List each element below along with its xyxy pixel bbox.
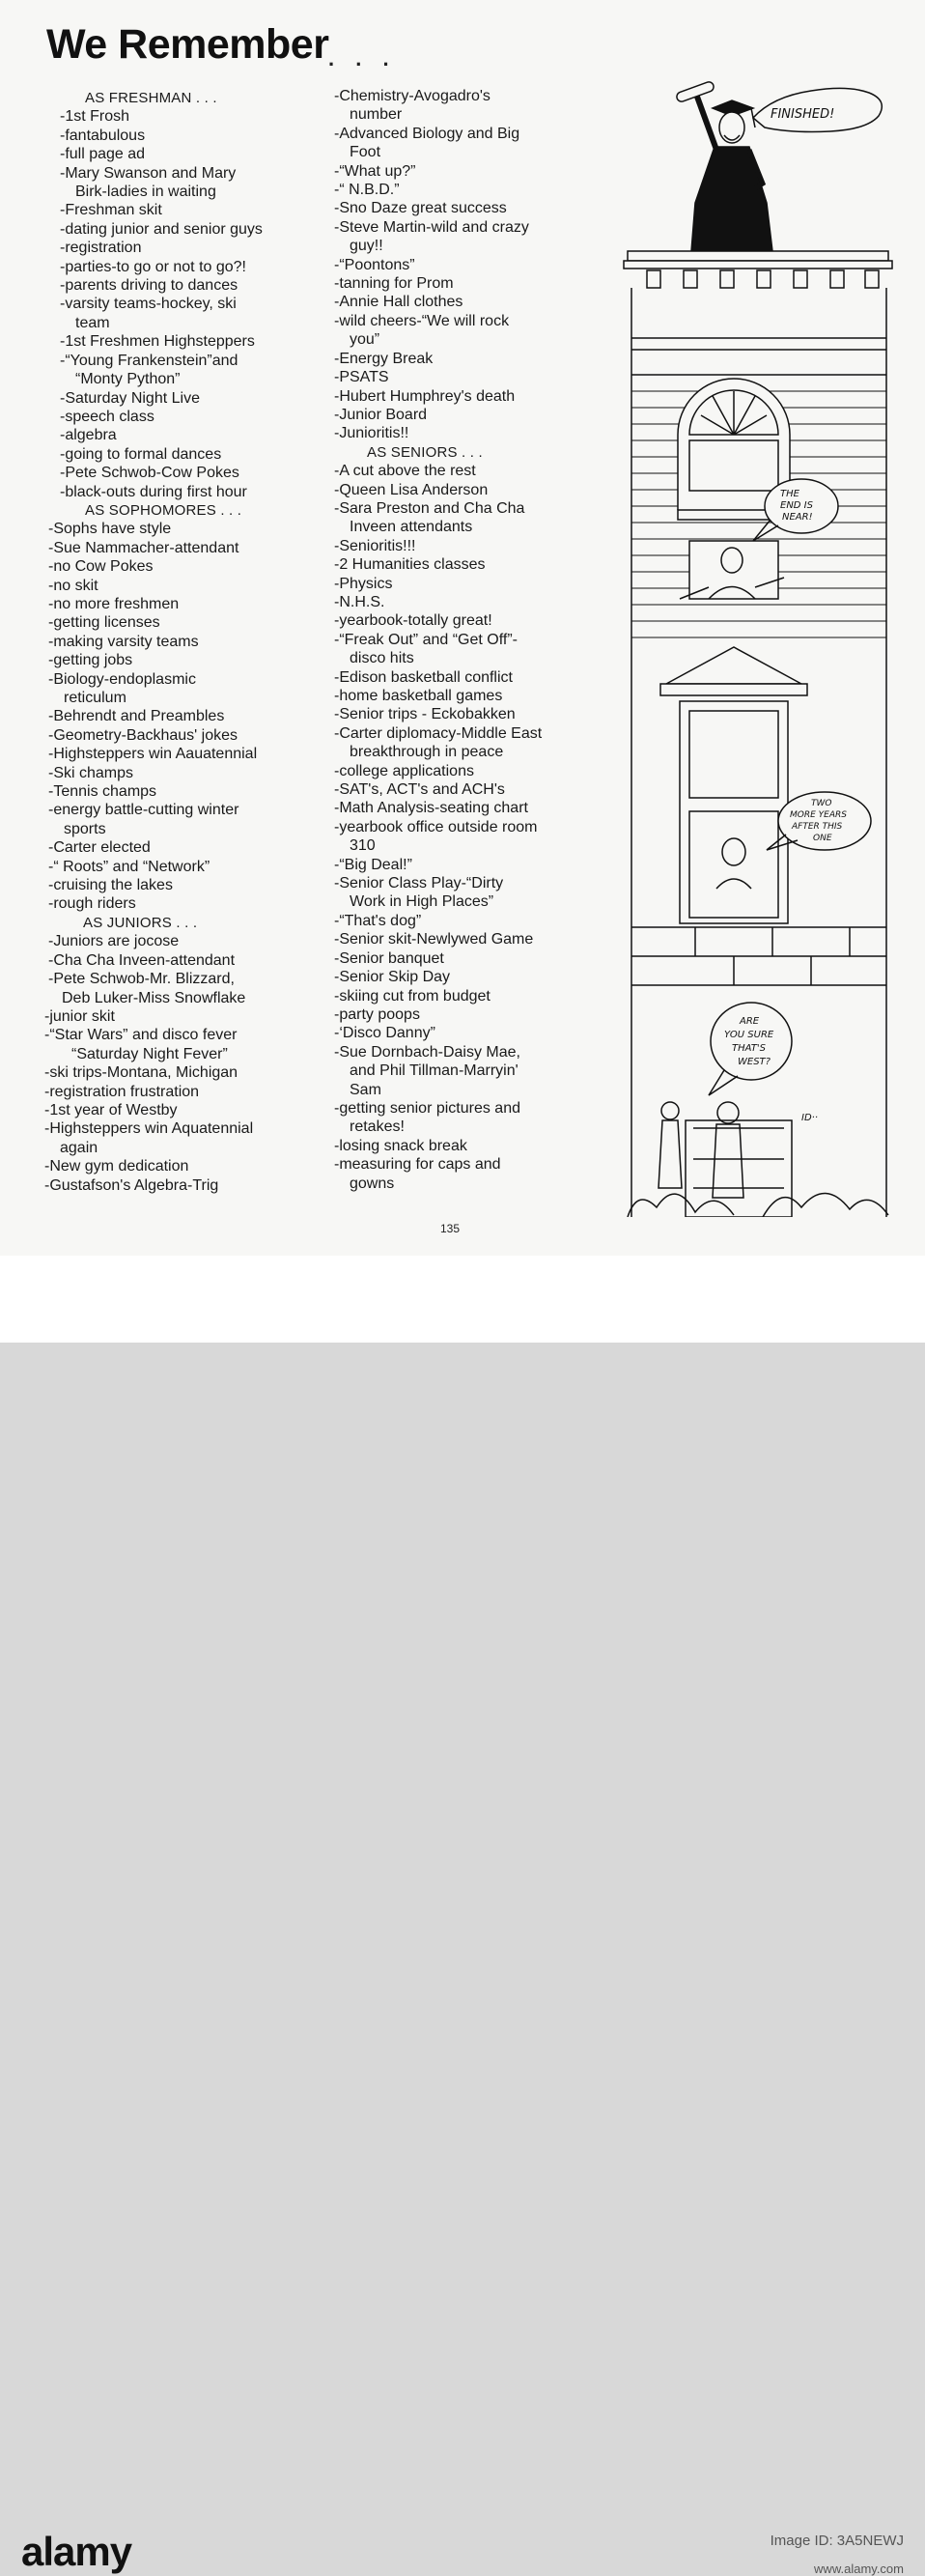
cartoon-illustration	[608, 58, 898, 1217]
memory-item: -Freshman skit	[60, 202, 162, 219]
memory-item: gowns	[350, 1175, 395, 1192]
memory-item: -Hubert Humphrey's death	[334, 387, 516, 405]
memory-item: -Annie Hall clothes	[334, 294, 463, 311]
memory-item: -Sno Daze great success	[334, 200, 507, 217]
memory-item: -“Big Deal!”	[334, 856, 412, 873]
memory-item: -A cut above the rest	[334, 463, 476, 480]
memory-item: -Mary Swanson and Mary	[60, 164, 237, 182]
section-heading: AS FRESHMAN . . .	[85, 90, 217, 106]
memory-item: -ski trips-Montana, Michigan	[44, 1064, 238, 1082]
memory-item: -Carter elected	[48, 839, 151, 857]
memory-item: -registration	[60, 240, 142, 257]
memory-item: -going to formal dances	[60, 445, 222, 463]
bubble-west-line4: WEST?	[738, 1057, 771, 1067]
memory-item: -Saturday Night Live	[60, 389, 200, 407]
memory-item: -wild cheers-“We will rock	[334, 312, 510, 329]
memory-item: -cruising the lakes	[48, 877, 173, 894]
memory-item: -black-outs during first hour	[60, 483, 247, 500]
bubble-west-line3: THAT'S	[732, 1043, 766, 1054]
memory-item: -Sophs have style	[48, 521, 172, 538]
section-heading: AS SOPHOMORES . . .	[85, 501, 242, 519]
bubble-two-line3: AFTER THIS	[792, 822, 843, 832]
memory-item: number	[350, 106, 403, 124]
memory-item: -Gustafson's Algebra-Trig	[44, 1176, 219, 1194]
memory-item: reticulum	[64, 690, 126, 706]
memory-item: -Sue Dornbach-Daisy Mae,	[334, 1043, 520, 1061]
memory-item: -rough riders	[48, 895, 136, 913]
watermark-url: www.alamy.com	[814, 2562, 904, 2576]
memory-item: -getting jobs	[48, 652, 133, 669]
yearbook-page	[0, 0, 925, 1256]
memory-item: -no Cow Pokes	[48, 558, 154, 576]
memory-item: -Advanced Biology and Big	[334, 125, 520, 142]
graduate-figure	[675, 80, 772, 251]
memory-item: -Energy Break	[334, 350, 434, 367]
memory-item: -parents driving to dances	[60, 277, 238, 295]
memory-item: -1st year of Westby	[44, 1101, 178, 1118]
memory-item: -Steve Martin-wild and crazy	[334, 218, 529, 236]
memory-item: -Carter diplomacy-Middle East	[334, 724, 543, 742]
page-number: 135	[440, 1222, 461, 1235]
memory-item: -Ski champs	[48, 764, 134, 781]
memory-item: -Senior banquet	[334, 949, 444, 967]
door-and-students	[628, 1102, 888, 1217]
memory-item: -Edison basketball conflict	[334, 668, 513, 686]
memory-item: -Senior trips - Eckobakken	[334, 706, 516, 723]
bubble-end-line1: THE	[780, 489, 799, 499]
bubble-west-line1: ARE	[740, 1016, 760, 1027]
memory-item: -Pete Schwob-Mr. Blizzard,	[48, 971, 235, 988]
memory-item: -Senioritis!!!	[334, 537, 416, 554]
memory-item: -Senior skit-Newlywed Game	[334, 931, 534, 948]
memory-item: retakes!	[350, 1118, 405, 1136]
memory-item: -“ Roots” and “Network”	[48, 858, 210, 875]
memory-item: -speech class	[60, 408, 154, 425]
memory-item: and Phil Tillman-Marryin'	[350, 1062, 519, 1080]
memory-item: -Highsteppers win Aauatennial	[48, 746, 258, 763]
memory-item: -PSATS	[334, 369, 389, 386]
memory-item: -Tennis champs	[48, 783, 157, 801]
bubble-end-line3: NEAR!	[782, 512, 813, 523]
memory-item: -1st Frosh	[60, 108, 130, 126]
memory-item: -junior skit	[44, 1007, 115, 1025]
memory-item: team	[75, 314, 110, 331]
memory-item: -fantabulous	[60, 127, 146, 144]
memory-item: -Sue Nammacher-attendant	[48, 539, 239, 556]
memory-item: sports	[64, 820, 106, 837]
memory-item: -college applications	[334, 762, 474, 779]
memory-item: -no more freshmen	[48, 595, 180, 612]
section-heading: AS JUNIORS . . .	[83, 914, 198, 931]
bubble-finished: FINISHED!	[771, 107, 835, 122]
memory-item: -skiing cut from budget	[334, 987, 491, 1005]
artist-signature: ID··	[801, 1113, 819, 1123]
memory-item: -‘Disco Danny”	[334, 1025, 435, 1042]
memory-item: Sam	[350, 1081, 381, 1098]
memory-item: -dating junior and senior guys	[60, 220, 263, 238]
memory-item: -Highsteppers win Aquatennial	[44, 1120, 254, 1138]
memory-item: -no skit	[48, 577, 98, 594]
bubble-two-line4: ONE	[813, 834, 832, 843]
memory-item: Birk-ladies in waiting	[75, 184, 216, 201]
memory-item: Foot	[350, 144, 381, 161]
memory-item: -Cha Cha Inveen-attendant	[48, 951, 236, 969]
memory-item: breakthrough in peace	[350, 744, 504, 761]
memory-item: -“Young Frankenstein”and	[60, 352, 238, 369]
memory-item: -registration frustration	[44, 1083, 200, 1100]
memory-item: -“That's dog”	[334, 912, 422, 929]
memories-column-right	[330, 87, 610, 1193]
bubble-end-line2: END IS	[780, 500, 813, 511]
memory-item: -Pete Schwob-Cow Pokes	[60, 465, 239, 482]
title-ellipsis: . . .	[328, 46, 397, 71]
watermark-image-id: Image ID: 3A5NEWJ	[770, 2533, 904, 2549]
memory-item: -losing snack break	[334, 1137, 467, 1154]
memory-item: -Biology-endoplasmic	[48, 670, 196, 688]
memory-item: disco hits	[350, 650, 414, 667]
memory-item: -Math Analysis-seating chart	[334, 800, 528, 817]
memory-item: -measuring for caps and	[334, 1156, 501, 1174]
memory-item: -Queen Lisa Anderson	[334, 481, 489, 498]
memory-item: -Junior Board	[334, 406, 428, 423]
memory-item: Work in High Places”	[350, 893, 494, 911]
tall-window	[680, 701, 788, 923]
memory-item: “Monty Python”	[75, 371, 181, 388]
memory-item: -getting senior pictures and	[334, 1099, 520, 1117]
memories-column-left	[44, 89, 324, 1195]
memory-item: -Chemistry-Avogadro's	[334, 88, 491, 104]
bubble-two-line2: MORE YEARS	[790, 810, 847, 820]
memory-item: -varsity teams-hockey, ski	[60, 296, 237, 313]
memory-item: -2 Humanities classes	[334, 556, 486, 574]
memory-item: -Juniors are jocose	[48, 933, 180, 950]
memory-item: -Behrendt and Preambles	[48, 708, 225, 725]
memory-item: -Physics	[334, 575, 393, 592]
memory-item: -tanning for Prom	[334, 275, 454, 293]
memory-item: -N.H.S.	[334, 593, 385, 610]
section-heading: AS SENIORS . . .	[367, 443, 483, 461]
memory-item: Deb Luker-Miss Snowflake	[62, 989, 246, 1006]
watermark-footer	[0, 1256, 925, 2576]
memory-item: -SAT's, ACT's and ACH's	[334, 781, 505, 799]
bubble-west-line2: YOU SURE	[724, 1030, 774, 1040]
memory-item: -making varsity teams	[48, 633, 199, 650]
memory-item: -New gym dedication	[44, 1158, 189, 1175]
memory-item: guy!!	[350, 238, 383, 255]
memory-item: -“Poontons”	[334, 256, 415, 273]
memory-item: -“ N.B.D.”	[334, 182, 400, 199]
memory-item: -algebra	[60, 427, 117, 444]
memory-item: -“Freak Out” and “Get Off”-	[334, 631, 518, 648]
memory-item: -1st Freshmen Highsteppers	[60, 333, 255, 351]
memory-item: -Sara Preston and Cha Cha	[334, 499, 525, 517]
memory-item: -Geometry-Backhaus' jokes	[48, 726, 238, 744]
memory-item: -Junioritis!!	[334, 425, 409, 442]
page-title: We Remember	[46, 21, 329, 68]
watermark-brand: alamy	[21, 2529, 132, 2574]
bubble-two-line1: TWO	[811, 799, 832, 808]
roof-brackets	[647, 270, 879, 288]
memory-item: -Senior Skip Day	[334, 969, 451, 986]
memory-item: -getting licenses	[48, 614, 160, 632]
memory-item: you”	[350, 331, 380, 349]
memory-item: -home basketball games	[334, 688, 503, 704]
memory-item: -“Star Wars” and disco fever	[44, 1027, 238, 1044]
memory-item: -full page ad	[60, 146, 146, 163]
memory-item: Inveen attendants	[350, 519, 473, 536]
memory-item: -“What up?”	[334, 162, 416, 180]
memory-item: 310	[350, 837, 376, 855]
memory-item: “Saturday Night Fever”	[71, 1045, 228, 1062]
memory-item: -yearbook office outside room	[334, 818, 538, 835]
memory-item: -yearbook-totally great!	[334, 612, 492, 630]
memory-item: -energy battle-cutting winter	[48, 802, 239, 819]
memory-item: -parties-to go or not to go?!	[60, 258, 246, 275]
memory-item: -Senior Class Play-“Dirty	[334, 875, 504, 892]
memory-item: -party poops	[334, 1005, 420, 1023]
memory-item: again	[60, 1139, 98, 1156]
